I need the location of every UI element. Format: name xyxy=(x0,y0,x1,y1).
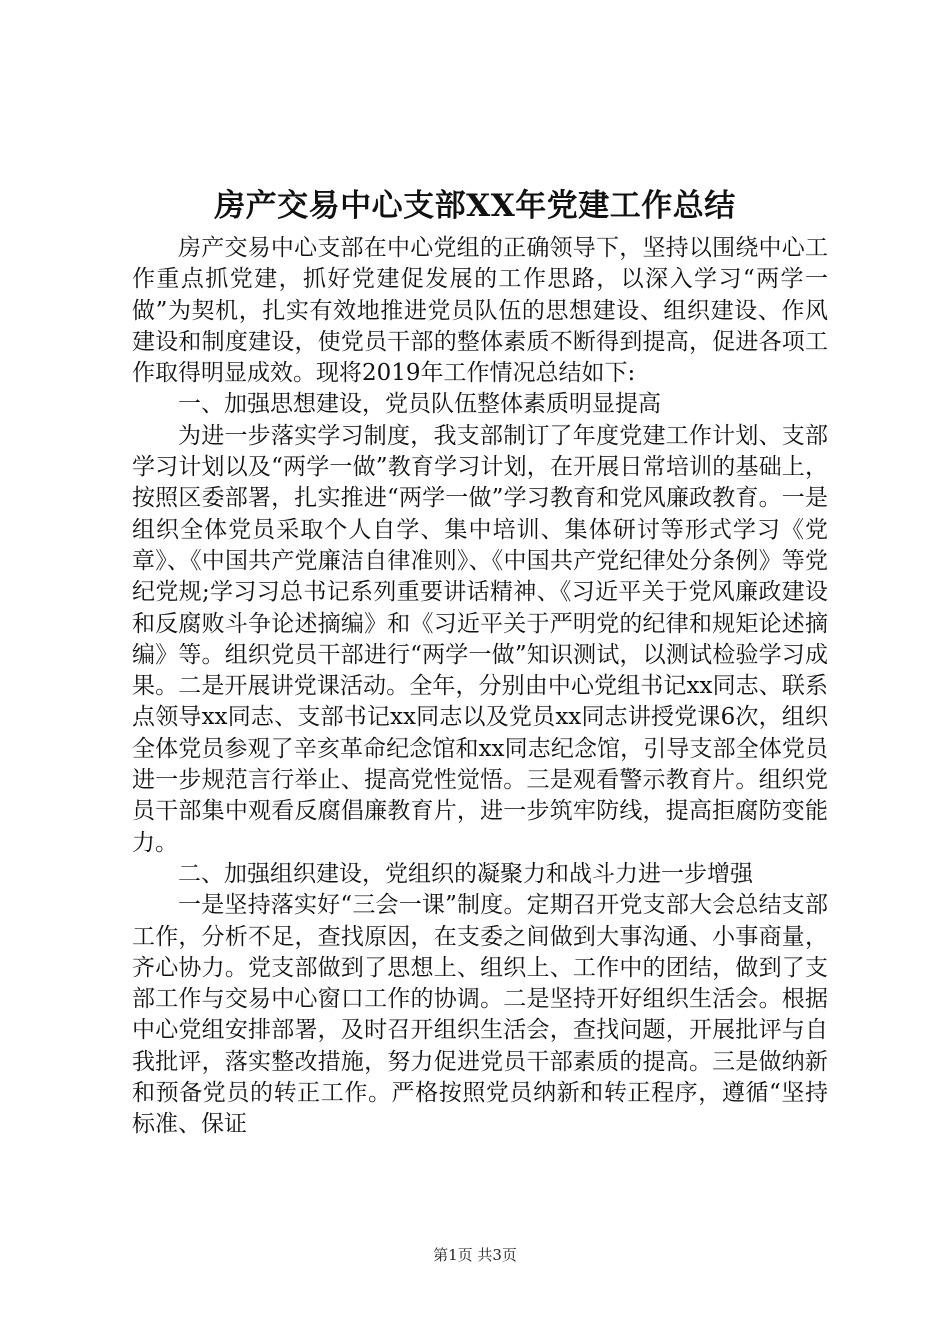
section-heading-1: 一、加强思想建设，党员队伍整体素质明显提高 xyxy=(178,391,661,418)
document-title: 房产交易中心支部XX年党建工作总结 xyxy=(214,188,736,224)
section-2-paragraph: 一是坚持落实好“三会一课”制度。定期召开党支部大会总结支部工作，分析不足，查找原因，在支委之间做到大事沟通、小事商量，齐心协力。党支部做到了思想上、组织上、工作中的团结，做到了支部工作与交易中心窗口工作的协调。二是坚持开好组织生活会。根据中心党组安排部署，及时召开组织生活会，查找问题，开展批评与自我批评，落实整改措施，努力促进党员干部素质的提高。三是做纳新和预备党员的转正工作。严格按照党员纳新和转正程序，遵循“坚持标准、保证 xyxy=(132,892,828,1138)
section-heading-2: 二、加强组织建设，党组织的凝聚力和战斗力进一步增强 xyxy=(178,860,753,887)
page-footer: 第1页 共3页 xyxy=(433,1246,517,1264)
intro-paragraph: 房产交易中心支部在中心党组的正确领导下，坚持以围绕中心工作重点抓党建，抓好党建促发展的工作思路，以深入学习“两学一做”为契机，扎实有效地推进党员队伍的思想建设、组织建设、作风建设和制度建设，使党员干部的整体素质不断得到提高，促进各项工作取得明显成效。现将2019年工作情况总结如下: xyxy=(132,235,828,387)
section-1-paragraph: 为进一步落实学习制度，我支部制订了年度党建工作计划、支部学习计划以及“两学一做”教育学习计划，在开展日常培训的基础上，按照区委部署，扎实推进“两学一做”学习教育和党风廉政教育。一是组织全体党员采取个人自学、集中培训、集体研讨等形式学习《党章》、《中国共产党廉洁自律准则》、《中国共产党纪律处分条例》等党纪党规;学习习总书记系列重要讲话精神、《习近平关于党风廉政建设和反腐败斗争论述摘编》和《习近平关于严明党的纪律和规矩论述摘编》等。组织党员干部进行“两学一做”知识测试，以测试检验学习成果。二是开展讲党课活动。全年，分别由中心党组书记xx同志、联系点领导xx同志、支部书记xx同志以及党员xx同志讲授党课6次，组织全体党员参观了辛亥革命纪念馆和xx同志纪念馆，引导支部全体党员进一步规范言行举止、提高党性觉悟。三是观看警示教育片。组织党员干部集中观看反腐倡廉教育片，进一步筑牢防线，提高拒腐防变能力。 xyxy=(132,422,828,856)
document-body xyxy=(132,233,828,1141)
